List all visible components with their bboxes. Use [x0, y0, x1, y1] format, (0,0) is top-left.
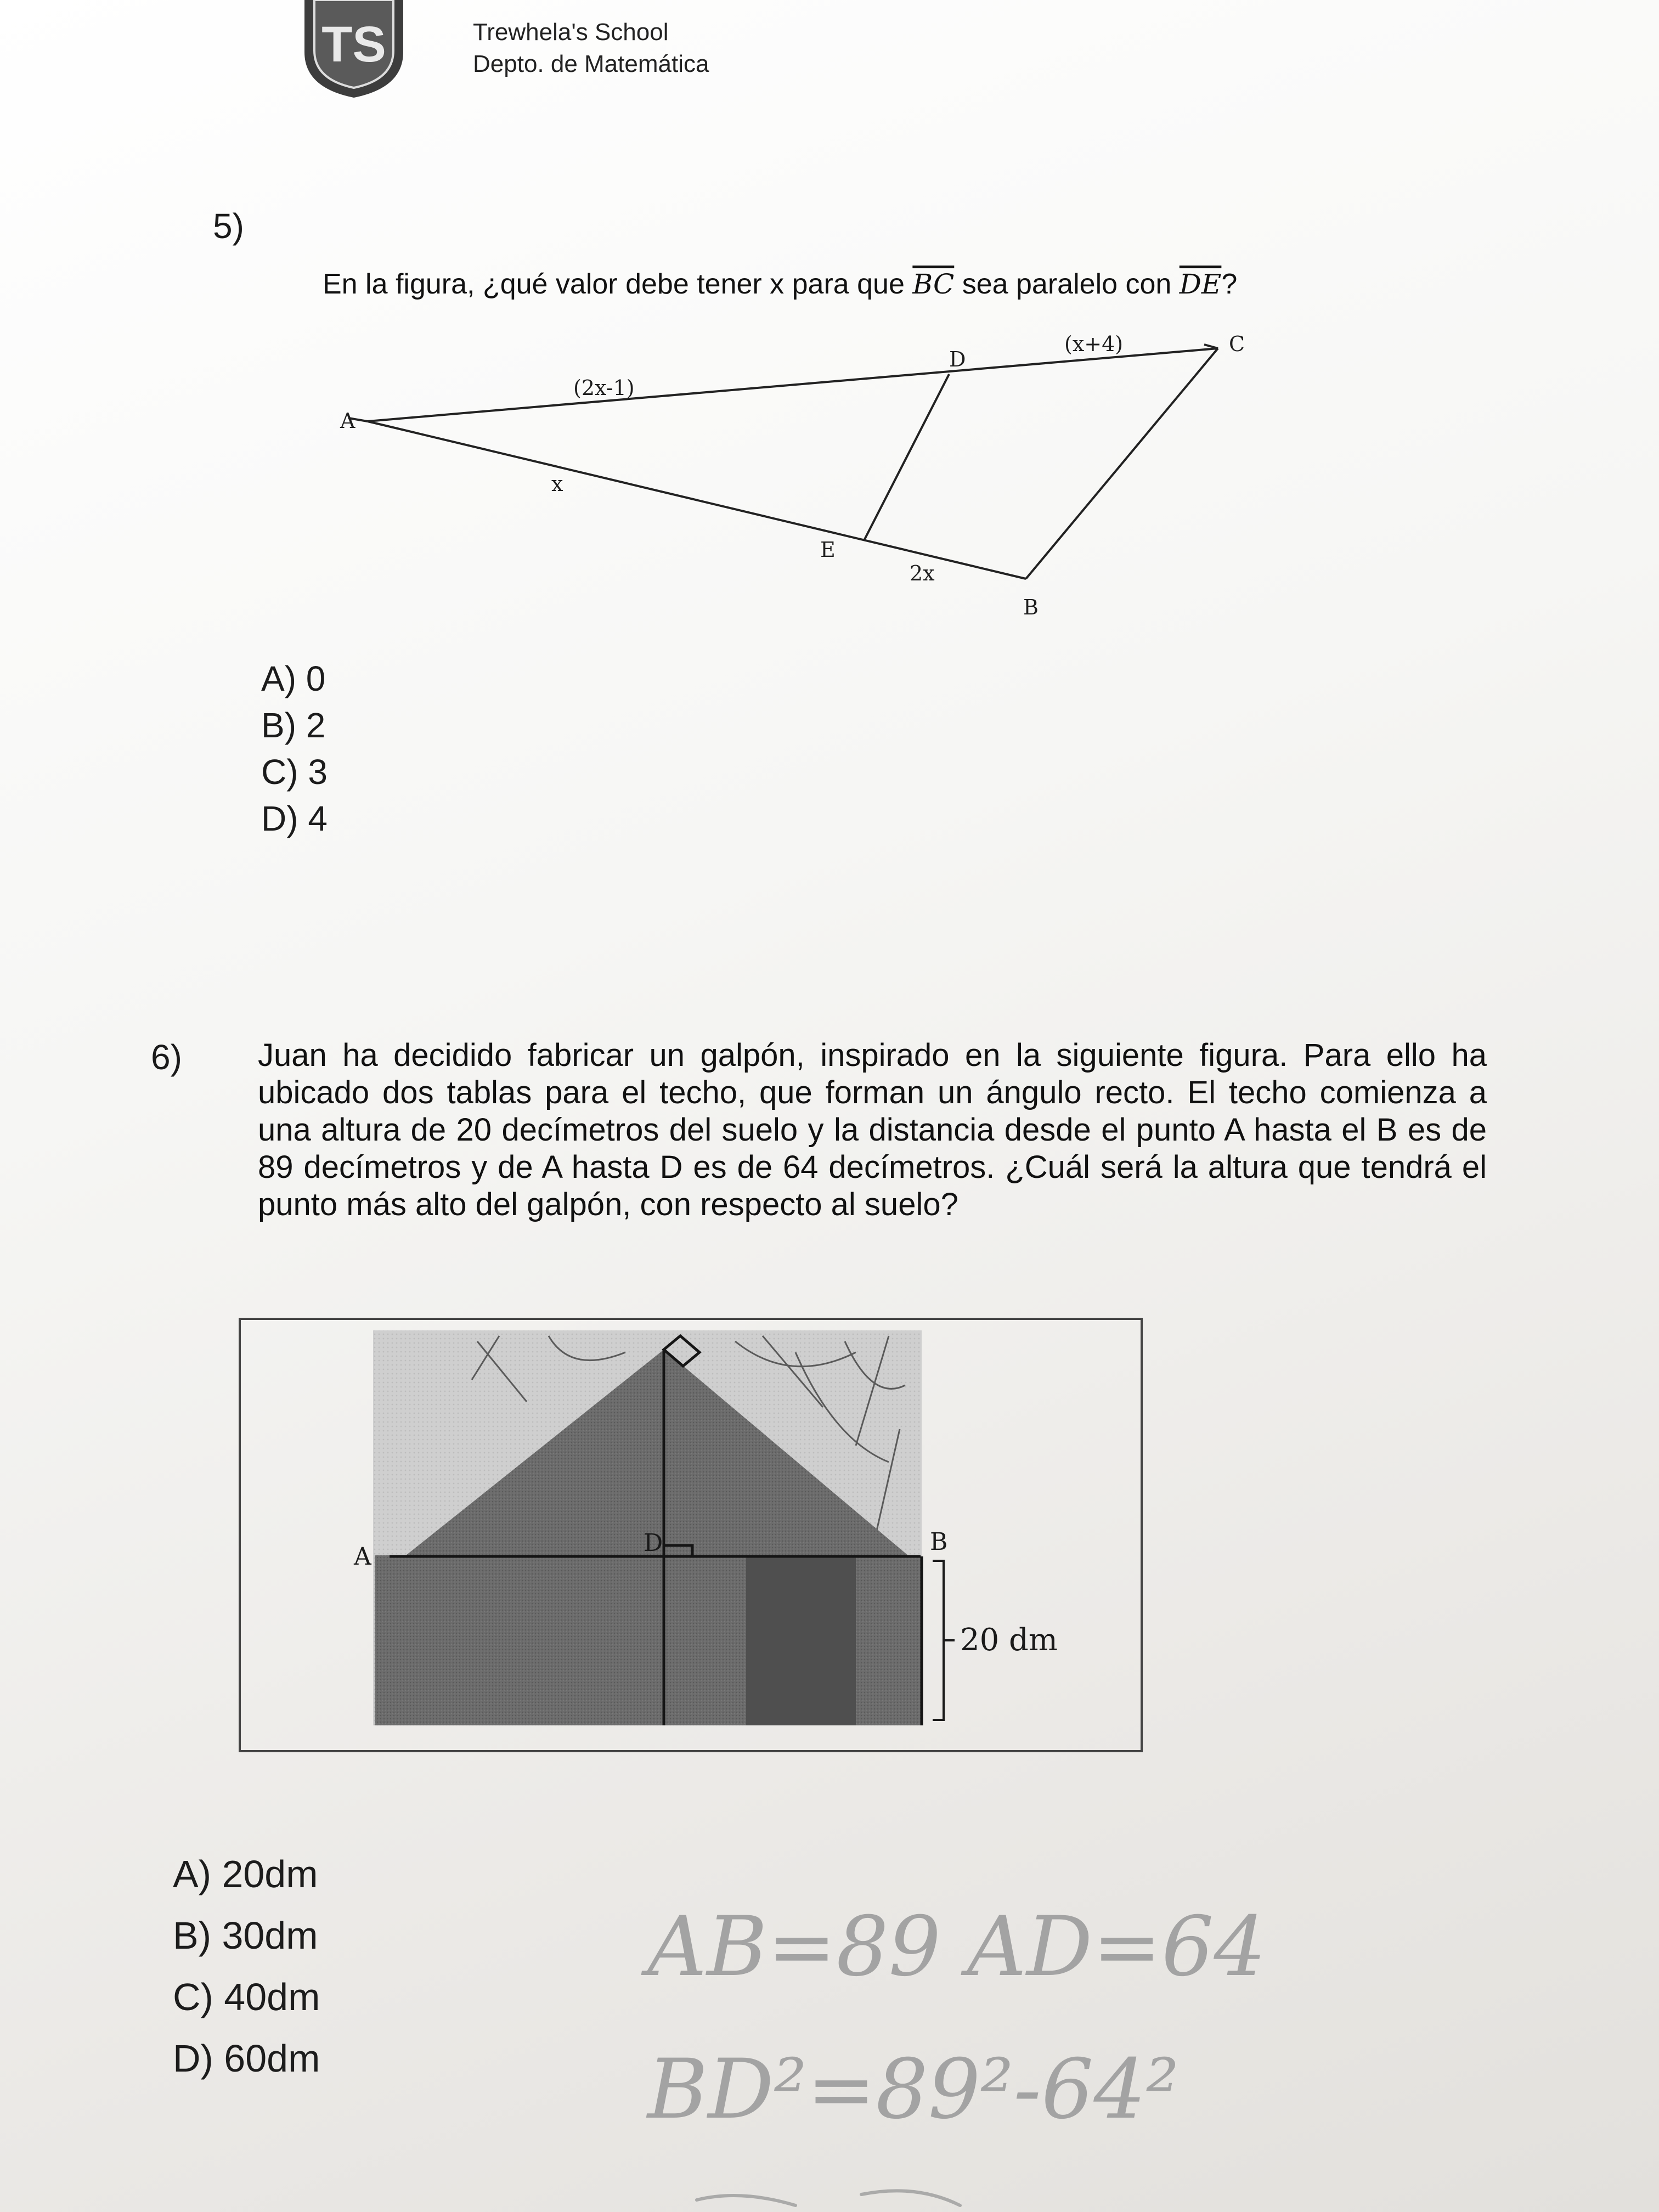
segment-bc: $\overline{BC}$ [912, 268, 955, 300]
school-name: Trewhela's School [473, 19, 669, 46]
question-6-options [173, 1843, 320, 2089]
q5-text-after: ? [1221, 268, 1238, 300]
vertex-a-label: A [340, 409, 356, 433]
vertex-c-label: C [1229, 332, 1245, 356]
vertex-b-label: B [1023, 595, 1039, 619]
triangle-figure [324, 324, 1284, 631]
q6-option-b[interactable]: B) 30dm [173, 1914, 318, 1957]
q5-option-b[interactable]: B) 2 [261, 706, 326, 745]
side-ab [368, 421, 1026, 579]
vertex-e-label: E [820, 538, 836, 562]
side-cb [1026, 348, 1218, 579]
q5-text-before: En la figura, ¿qué valor debe tener x para que [323, 268, 913, 300]
height-bracket [933, 1561, 955, 1720]
handwriting-line-1: AB=89 AD=64 [647, 1899, 1266, 1995]
school-logo [299, 0, 409, 99]
question-5-options [261, 656, 328, 842]
department-name: Depto. de Matemática [473, 50, 709, 77]
height-label: 20 dm [960, 1622, 1058, 1658]
shed-figure [241, 1319, 1141, 1750]
school-header [473, 16, 709, 80]
q5-option-d[interactable]: D) 4 [261, 799, 328, 838]
label-dc: (x+4) [1064, 332, 1124, 356]
question-6-text: Juan ha decidido fabricar un galpón, inspirado en la siguiente figura. Para ello ha ubicado dos tablas para el techo, que forman un ángulo recto. El techo comienza a una altura de 20 decímetros del suelo y la distancia desde el punto A hasta el B es de 89 decímetros y de A hasta D es de 64 decímetros. ¿Cuál será la altura que tendrá el punto más alto del galpón, con respecto al suelo? [258, 1037, 1487, 1222]
point-b-label: B [930, 1528, 948, 1556]
q5-text-middle: sea paralelo con [954, 268, 1180, 300]
point-a-label: A [354, 1543, 371, 1571]
label-ae: x [551, 472, 563, 496]
handwritten-notes [631, 1810, 1509, 2212]
q5-option-c[interactable]: C) 3 [261, 752, 328, 792]
question-6-number: 6) [151, 1037, 182, 1077]
side-ac [368, 348, 1218, 421]
segment-de: $\overline{DE}$ [1179, 268, 1222, 300]
handwriting-line-2: BD²=89²-64² [647, 2042, 1179, 2137]
label-ad: (2x-1) [573, 376, 635, 400]
q6-option-a[interactable]: A) 20dm [173, 1853, 318, 1895]
q5-option-a[interactable]: A) 0 [261, 659, 326, 698]
shed-door [746, 1555, 856, 1725]
question-5-text [323, 268, 1237, 301]
handwriting-scribble [697, 2191, 960, 2205]
point-d-label: D [644, 1529, 663, 1557]
logo-letters: TS [321, 16, 386, 72]
q6-option-d[interactable]: D) 60dm [173, 2037, 320, 2080]
vertex-d-label: D [949, 347, 966, 371]
segment-de-line [864, 374, 949, 540]
label-eb: 2x [910, 561, 935, 585]
question-5-number: 5) [213, 206, 244, 246]
q6-option-c[interactable]: C) 40dm [173, 1976, 320, 2018]
